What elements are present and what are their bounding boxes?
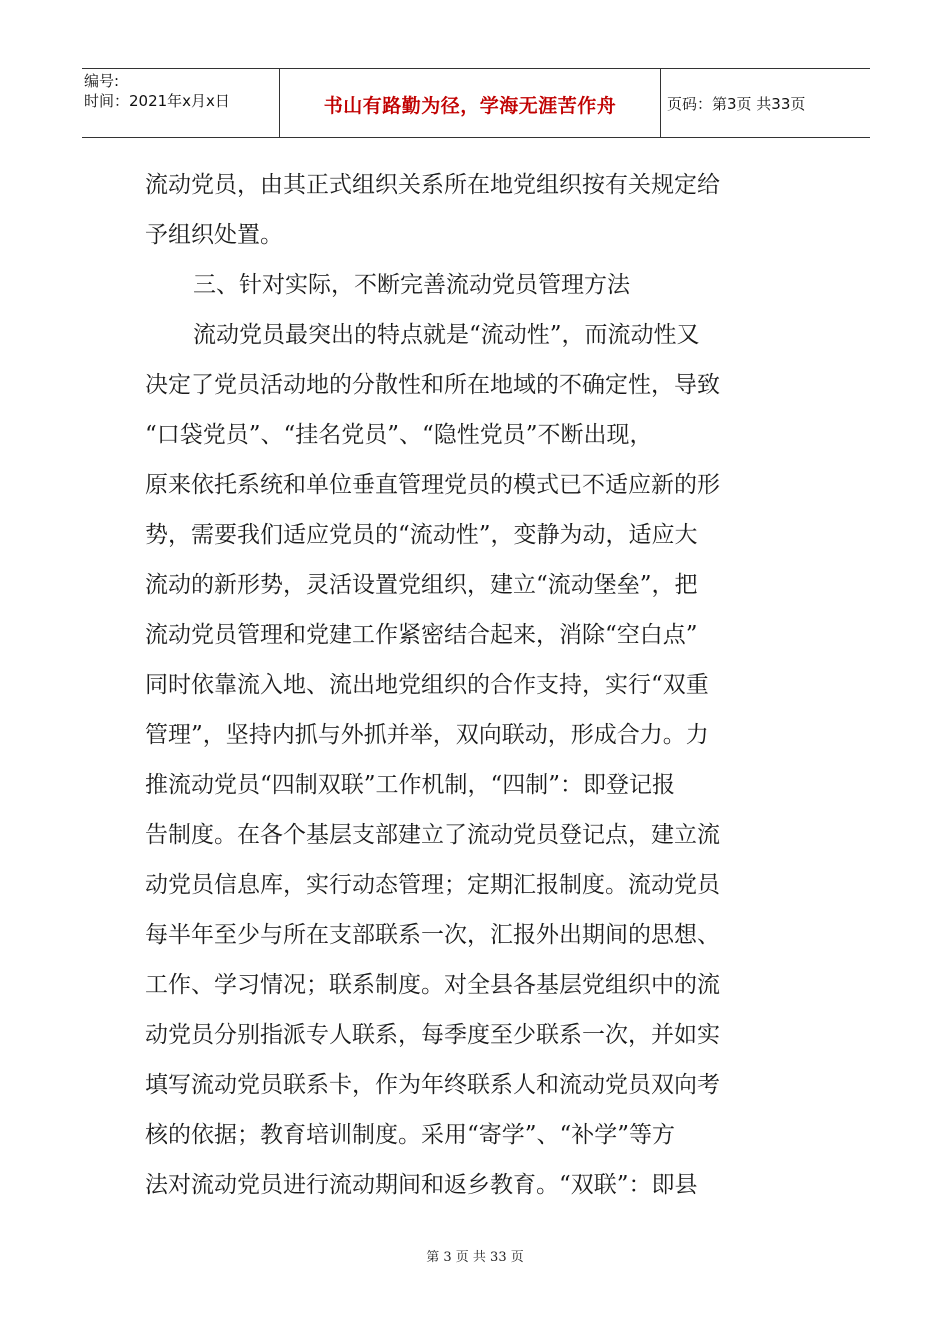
header-motto: 书山有路勤为径，学海无涯苦作舟 <box>323 95 617 117</box>
header-motto-cell <box>280 69 661 137</box>
document-number-label: 编号: <box>84 72 120 90</box>
body-line: 原来依托系统和单位垂直管理党员的模式已不适应新的形 <box>145 472 720 498</box>
body-line: 推流动党员“四制双联”工作机制，“四制”：即登记报 <box>145 772 676 798</box>
page-footer: 第 3 页 共 33 页 <box>426 1250 524 1265</box>
body-line: “口袋党员”、“挂名党员”、“隐性党员”不断出现， <box>145 422 653 448</box>
body-line: 流动党员，由其正式组织关系所在地党组织按有关规定给 <box>145 172 720 198</box>
body-line: 工作、学习情况；联系制度。对全县各基层党组织中的流 <box>145 972 720 998</box>
body-line: 决定了党员活动地的分散性和所在地域的不确定性，导致 <box>145 372 720 398</box>
body-line: 管理”，坚持内抓与外抓并举，双向联动，形成合力。力 <box>145 722 709 748</box>
body-line: 同时依靠流入地、流出地党组织的合作支持，实行“双重 <box>145 672 709 698</box>
header-page-info: 页码：第3页 共33页 <box>667 95 806 113</box>
section-heading: 三、针对实际，不断完善流动党员管理方法 <box>193 272 630 298</box>
header-page-cell <box>661 69 870 137</box>
body-line: 动党员分别指派专人联系，每季度至少联系一次，并如实 <box>145 1022 720 1048</box>
document-body <box>145 160 805 1210</box>
body-line: 流动党员管理和党建工作紧密结合起来，消除“空白点” <box>145 622 698 648</box>
body-line: 动党员信息库，实行动态管理；定期汇报制度。流动党员 <box>145 872 720 898</box>
body-line: 流动的新形势，灵活设置党组织，建立“流动堡垒”，把 <box>145 572 698 598</box>
header-meta-cell <box>82 69 280 137</box>
document-time-label: 时间：2021年x月x日 <box>84 92 230 110</box>
page-header <box>82 68 870 138</box>
body-line: 每半年至少与所在支部联系一次，汇报外出期间的思想、 <box>145 922 720 948</box>
body-line: 势，需要我们适应党员的“流动性”，变静为动，适应大 <box>145 522 698 548</box>
body-line: 予组织处置。 <box>145 222 283 248</box>
body-line: 流动党员最突出的特点就是“流动性”，而流动性又 <box>193 322 700 348</box>
body-line: 法对流动党员进行流动期间和返乡教育。“双联”：即县 <box>145 1172 698 1198</box>
body-line: 核的依据；教育培训制度。采用“寄学”、“补学”等方 <box>145 1122 676 1148</box>
body-line: 填写流动党员联系卡，作为年终联系人和流动党员双向考 <box>145 1072 720 1098</box>
body-line: 告制度。在各个基层支部建立了流动党员登记点，建立流 <box>145 822 720 848</box>
